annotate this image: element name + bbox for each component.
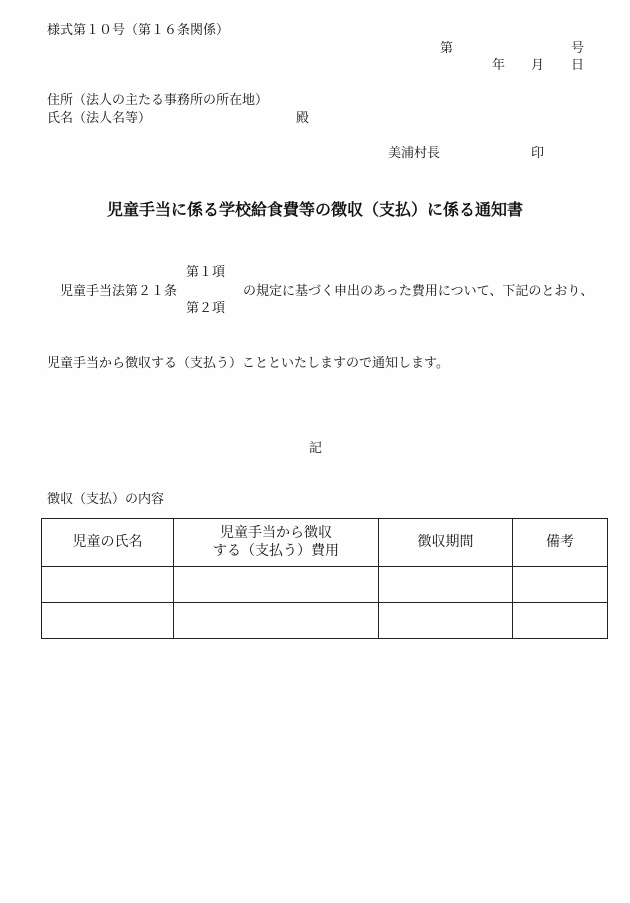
table-header-row (42, 519, 608, 567)
cell-child-name[interactable] (42, 603, 174, 639)
header-cost-line1: 児童手当から徴収 (220, 525, 332, 541)
table-row (42, 603, 608, 639)
body-line1: の規定に基づく申出のあった費用について、下記のとおり、 (243, 284, 594, 299)
header-cost (174, 519, 379, 567)
address-label: 住所（法人の主たる事務所の所在地） (47, 93, 269, 108)
clause-2: 第２項 (186, 301, 226, 316)
form-number: 様式第１０号（第１６条関係） (47, 23, 230, 38)
ki-mark: 記 (309, 441, 323, 456)
date-month: 月 (531, 58, 545, 73)
content-table (41, 518, 608, 639)
section-label: 徴収（支払）の内容 (47, 492, 165, 507)
body-line2: 児童手当から徴収する（支払う）ことといたしますので通知します。 (47, 356, 449, 371)
cell-remarks[interactable] (513, 567, 608, 603)
cell-child-name[interactable] (42, 567, 174, 603)
issuer-name: 美浦村長 (388, 146, 441, 161)
cell-period[interactable] (379, 567, 513, 603)
date-day: 日 (571, 58, 585, 73)
cell-period[interactable] (379, 603, 513, 639)
doc-number-suffix: 号 (571, 41, 585, 56)
seal-mark: 印 (531, 146, 545, 161)
date-year: 年 (492, 58, 506, 73)
header-remarks: 備考 (513, 519, 608, 567)
honorific: 殿 (296, 111, 310, 126)
header-child-name: 児童の氏名 (42, 519, 174, 567)
header-period: 徴収期間 (379, 519, 513, 567)
clause-1: 第１項 (186, 265, 226, 280)
law-reference: 児童手当法第２１条 (60, 284, 178, 299)
cell-remarks[interactable] (513, 603, 608, 639)
table-row (42, 567, 608, 603)
cell-cost[interactable] (174, 603, 379, 639)
document-title: 児童手当に係る学校給食費等の徴収（支払）に係る通知書 (106, 200, 523, 219)
doc-number-prefix: 第 (440, 41, 454, 56)
header-cost-line2: する（支払う）費用 (213, 542, 339, 559)
name-label: 氏名（法人名等） (47, 111, 152, 126)
cell-cost[interactable] (174, 567, 379, 603)
